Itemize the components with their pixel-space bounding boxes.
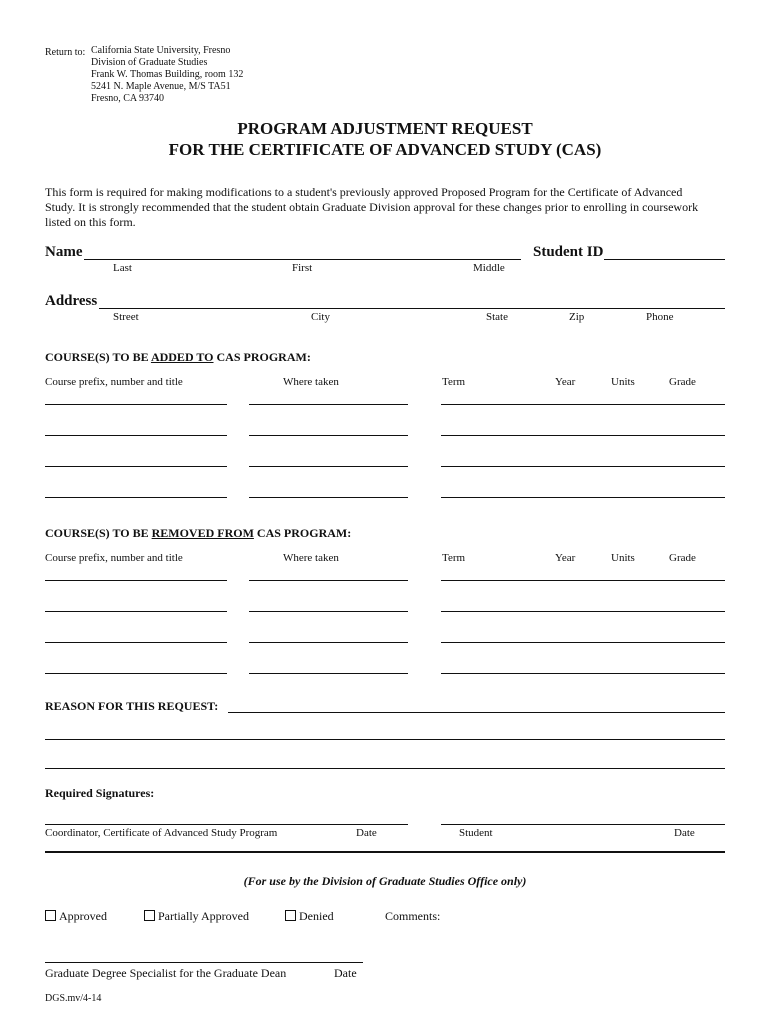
approved-option[interactable] [45,909,107,924]
approved-label: Approved [59,909,107,923]
name-middle-sublabel: Middle [473,262,505,274]
intro-line: listed on this form. [45,215,136,229]
denied-option[interactable] [285,909,334,924]
student-id-label: Student ID [533,244,604,260]
col-where-taken: Where taken [283,552,339,564]
reason-label: REASON FOR THIS REQUEST: [45,699,219,713]
checkbox-icon[interactable] [285,910,296,921]
col-units: Units [611,376,635,388]
heading-emphasis: ADDED TO [150,350,214,364]
col-year: Year [555,552,576,564]
return-address-line: Division of Graduate Studies [91,57,208,68]
col-term: Term [442,376,466,388]
coordinator-signature-field[interactable] [45,824,408,825]
removed-courses-heading [45,526,351,541]
office-use-heading: (For use by the Division of Graduate Studies Office only) [243,874,527,888]
removed-where-field[interactable] [249,642,408,643]
specialist-label: Graduate Degree Specialist for the Graduate Dean [45,966,287,980]
col-year: Year [555,376,576,388]
added-where-field[interactable] [249,466,408,467]
added-term-field[interactable] [441,497,725,498]
removed-course-field[interactable] [45,642,227,643]
coordinator-label: Coordinator, Certificate of Advanced Study Program [45,827,278,839]
heading-emphasis: REMOVED FROM [151,526,254,540]
removed-term-field[interactable] [441,642,725,643]
added-where-field[interactable] [249,497,408,498]
added-courses-heading [45,350,311,365]
col-term: Term [442,552,466,564]
specialist-signature-field[interactable] [45,962,363,963]
removed-term-field[interactable] [441,673,725,674]
form-title-line2: FOR THE CERTIFICATE OF ADVANCED STUDY (CAS) [168,140,602,159]
return-address [91,45,243,105]
student-signature-label: Student [459,827,493,839]
intro-line: This form is required for making modifications to a student's previously approved Proposed Program for the Certificate of Advanced [45,185,683,199]
heading-text: CAS PROGRAM: [253,526,352,540]
address-state-sublabel: State [486,311,508,323]
comments-label: Comments: [385,909,441,923]
removed-course-field[interactable] [45,673,227,674]
added-term-field[interactable] [441,404,725,405]
checkbox-icon[interactable] [45,910,56,921]
address-label: Address [45,293,98,309]
form-code: DGS.mv/4-14 [45,993,102,1004]
partially-approved-option[interactable] [144,909,249,924]
heading-text: CAS PROGRAM: [213,350,311,364]
address-zip-sublabel: Zip [569,311,585,323]
student-signature-field[interactable] [441,824,725,825]
col-course-prefix: Course prefix, number and title [45,552,183,564]
section-divider [45,851,725,853]
intro-line: Study. It is strongly recommended that the student obtain Graduate Division approval for these changes prior to enrolling in coursework [45,200,699,214]
added-course-field[interactable] [45,404,227,405]
name-label: Name [45,244,83,260]
col-grade: Grade [669,552,696,564]
partially-approved-label: Partially Approved [158,909,249,923]
heading-text: COURSE(S) TO BE [45,350,151,364]
address-phone-sublabel: Phone [646,311,674,323]
address-street-sublabel: Street [113,311,139,323]
removed-course-field[interactable] [45,611,227,612]
added-course-field[interactable] [45,466,227,467]
return-to-label: Return to: [45,47,86,58]
name-last-sublabel: Last [113,262,132,274]
added-term-field[interactable] [441,466,725,467]
form-title-line1: PROGRAM ADJUSTMENT REQUEST [237,119,533,138]
added-course-field[interactable] [45,497,227,498]
signatures-heading: Required Signatures: [45,786,155,800]
return-address-line: 5241 N. Maple Avenue, M/S TA51 [91,81,231,92]
checkbox-icon[interactable] [144,910,155,921]
col-grade: Grade [669,376,696,388]
added-course-field[interactable] [45,435,227,436]
denied-label: Denied [299,909,334,923]
address-city-sublabel: City [311,311,330,323]
intro-paragraph [45,185,698,230]
heading-text: COURSE(S) TO BE [45,526,152,540]
removed-term-field[interactable] [441,611,725,612]
removed-where-field[interactable] [249,611,408,612]
name-first-sublabel: First [292,262,313,274]
student-date-label: Date [674,827,695,839]
specialist-date-label: Date [334,966,357,980]
removed-where-field[interactable] [249,580,408,581]
removed-term-field[interactable] [441,580,725,581]
removed-where-field[interactable] [249,673,408,674]
address-field[interactable] [99,308,725,309]
reason-field-continued[interactable] [45,739,725,740]
added-where-field[interactable] [249,435,408,436]
student-id-field[interactable] [604,259,725,260]
col-units: Units [611,552,635,564]
name-field[interactable] [84,259,521,260]
return-address-line: Fresno, CA 93740 [91,93,165,104]
reason-field[interactable] [228,712,725,713]
col-course-prefix: Course prefix, number and title [45,376,183,388]
added-term-field[interactable] [441,435,725,436]
return-address-line: Frank W. Thomas Building, room 132 [91,69,244,80]
return-address-line: California State University, Fresno [91,45,231,56]
coordinator-date-label: Date [356,827,377,839]
reason-field-continued[interactable] [45,768,725,769]
removed-course-field[interactable] [45,580,227,581]
added-where-field[interactable] [249,404,408,405]
col-where-taken: Where taken [283,376,339,388]
